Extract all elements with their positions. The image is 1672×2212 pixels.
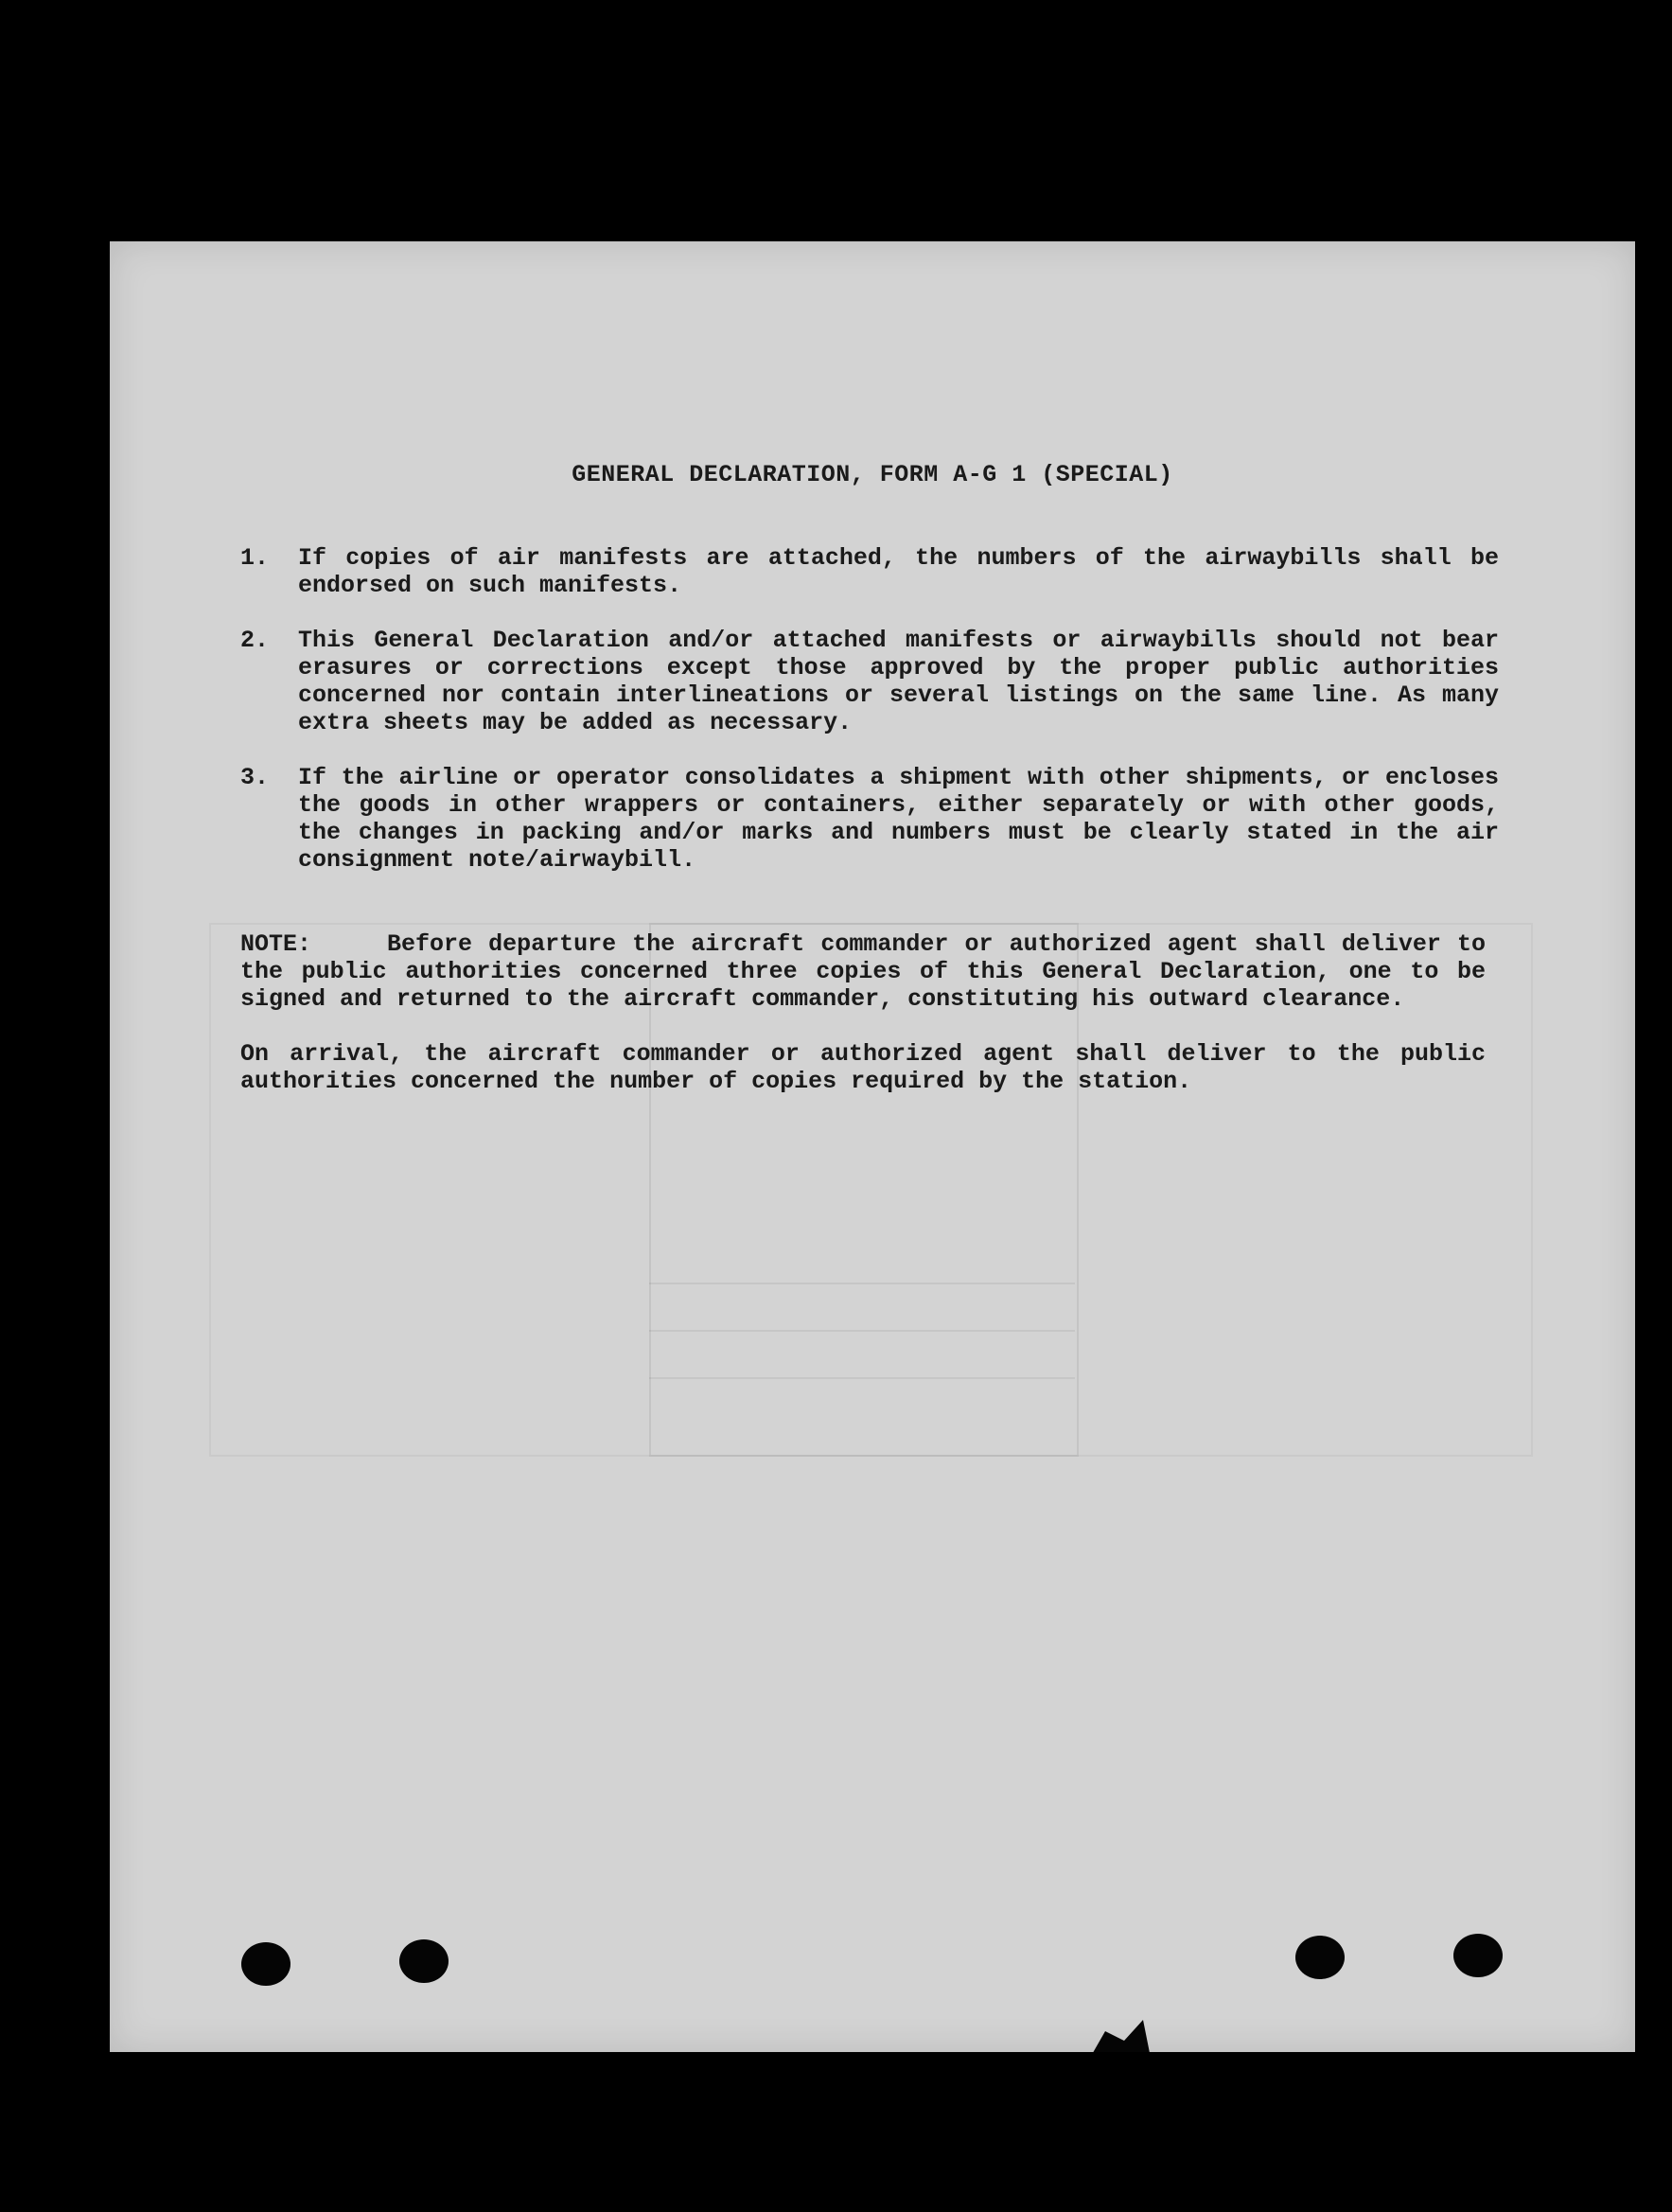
item-number: 1. bbox=[240, 544, 270, 572]
bleed-through-line bbox=[649, 1377, 1075, 1379]
item-text: This General Declaration and/or attached manifests or airwaybills should not bear erasures or corrections except those approved by the proper public authorities concerned nor contain interlineations or several listings on the same line. As many extra sheets may be added as necessary. bbox=[298, 627, 1499, 736]
note-text: Before departure the aircraft commander or authorized agent shall deliver to the public authorities concerned three copies of this General Declaration, one to be signed and returned to the aircraft commander, constituting his outward clearance. bbox=[240, 930, 1486, 1013]
instruction-list bbox=[240, 544, 1499, 901]
list-item bbox=[240, 764, 1499, 874]
note-section bbox=[240, 930, 1486, 1123]
page-title: GENERAL DECLARATION, FORM A-G 1 (SPECIAL) bbox=[572, 461, 1173, 488]
document-sheet bbox=[110, 241, 1635, 2052]
note-paragraph: On arrival, the aircraft commander or authorized agent shall deliver to the public authorities concerned the number of copies required by the station. bbox=[240, 1040, 1486, 1095]
punch-hole bbox=[399, 1939, 449, 1983]
list-item bbox=[240, 627, 1499, 736]
note-paragraph bbox=[240, 930, 1486, 1013]
punch-hole bbox=[1453, 1934, 1503, 1977]
bleed-through-line bbox=[649, 1283, 1075, 1284]
bleed-through-line bbox=[649, 1330, 1075, 1332]
punch-hole bbox=[1295, 1936, 1345, 1979]
item-text: If copies of air manifests are attached, the numbers of the airwaybills shall be endorsed on such manifests. bbox=[298, 544, 1499, 599]
punch-hole bbox=[241, 1942, 290, 1986]
note-label: NOTE: bbox=[240, 930, 312, 958]
item-number: 3. bbox=[240, 764, 270, 791]
paper-tear bbox=[1075, 2020, 1151, 2052]
item-text: If the airline or operator consolidates a shipment with other shipments, or encloses the goods in other wrappers or containers, either separately or with other goods, the changes in packing and/or marks and numbers must be clearly stated in the air consignment note/airwaybill. bbox=[298, 764, 1499, 874]
item-number: 2. bbox=[240, 627, 270, 654]
list-item bbox=[240, 544, 1499, 599]
